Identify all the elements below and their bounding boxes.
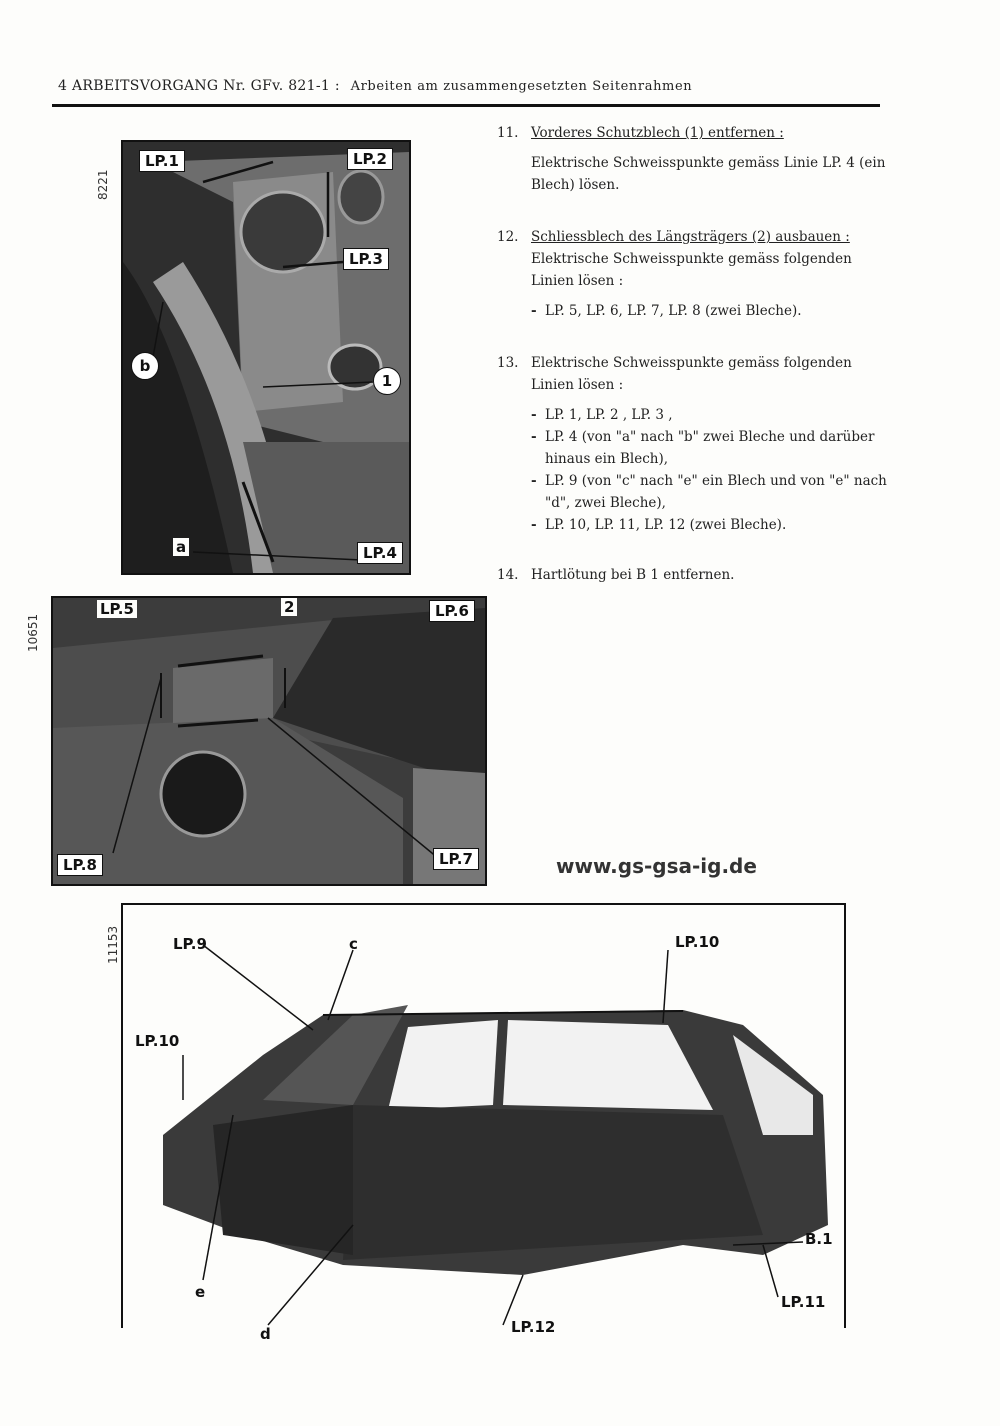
list-item: - LP. 4 (von "a" nach "b" zwei Bleche und darüber hinaus ein Blech),	[531, 426, 897, 470]
step-title: Schliessblech des Längsträgers (2) ausbauen :	[531, 229, 850, 245]
list-item: - LP. 10, LP. 11, LP. 12 (zwei Bleche).	[531, 514, 897, 536]
step-title: Vorderes Schutzblech (1) entfernen :	[531, 125, 784, 141]
figure-3-illustration	[123, 905, 844, 1328]
header-subtitle: Arbeiten am zusammengesetzten Seitenrahmen	[350, 79, 693, 94]
marker-e: e	[195, 1283, 206, 1301]
figure-2-illustration	[53, 598, 485, 884]
figure-3-photo	[121, 903, 846, 1343]
step-number: 11.	[497, 125, 519, 141]
step-text: Elektrische Schweisspunkte gemäss folgenden Linien lösen :	[531, 355, 852, 393]
figure-1-code: 8221	[96, 169, 110, 200]
figure-3-code: 11153	[106, 925, 120, 964]
header-rule	[52, 104, 880, 107]
instruction-steps	[497, 122, 897, 608]
label-lp6: LP.6	[429, 600, 475, 622]
page-header	[58, 78, 692, 94]
step-number: 12.	[497, 229, 519, 245]
list-item: - LP. 5, LP. 6, LP. 7, LP. 8 (zwei Bleche).	[531, 300, 897, 322]
page-number: 4	[58, 78, 68, 94]
step-text: Elektrische Schweisspunkte gemäss folgenden Linien lösen :	[531, 251, 852, 289]
step-14	[497, 564, 897, 586]
figure-2-code: 10651	[26, 613, 40, 652]
step-number: 13.	[497, 355, 519, 371]
website-link: www.gs-gsa-ig.de	[556, 854, 757, 878]
label-lp7: LP.7	[433, 848, 479, 870]
step-text: Elektrische Schweisspunkte gemäss Linie LP. 4 (ein Blech) lösen.	[531, 155, 886, 193]
figure-1-illustration	[123, 142, 409, 573]
label-lp10-top: LP.10	[675, 933, 720, 951]
label-lp2: LP.2	[347, 148, 393, 170]
step-12	[497, 226, 897, 322]
step-number: 14.	[497, 567, 519, 583]
header-title: ARBEITSVORGANG Nr. GFv. 821-1 :	[71, 78, 340, 94]
marker-d: d	[260, 1325, 271, 1343]
list-item: - LP. 9 (von "c" nach "e" ein Blech und von "e" nach "d", zwei Bleche),	[531, 470, 897, 514]
marker-2: 2	[281, 598, 297, 616]
label-lp12: LP.12	[511, 1318, 556, 1336]
marker-b: b	[131, 352, 159, 380]
label-lp5: LP.5	[97, 600, 137, 618]
marker-1: 1	[373, 367, 401, 395]
step-11	[497, 122, 897, 196]
label-lp1: LP.1	[139, 150, 185, 172]
label-lp11: LP.11	[781, 1293, 826, 1311]
list-item: - LP. 1, LP. 2 , LP. 3 ,	[531, 404, 897, 426]
label-lp9: LP.9	[173, 935, 207, 953]
marker-c: c	[349, 935, 358, 953]
figure-1-photo	[121, 140, 411, 575]
marker-a: a	[173, 538, 189, 556]
figure-2-photo	[51, 596, 487, 886]
step-text: Hartlötung bei B 1 entfernen.	[531, 567, 735, 583]
label-lp3: LP.3	[343, 248, 389, 270]
label-lp10-left: LP.10	[135, 1032, 180, 1050]
label-lp4: LP.4	[357, 542, 403, 564]
step-13	[497, 352, 897, 536]
label-b1: B.1	[805, 1230, 833, 1248]
label-lp8: LP.8	[57, 854, 103, 876]
